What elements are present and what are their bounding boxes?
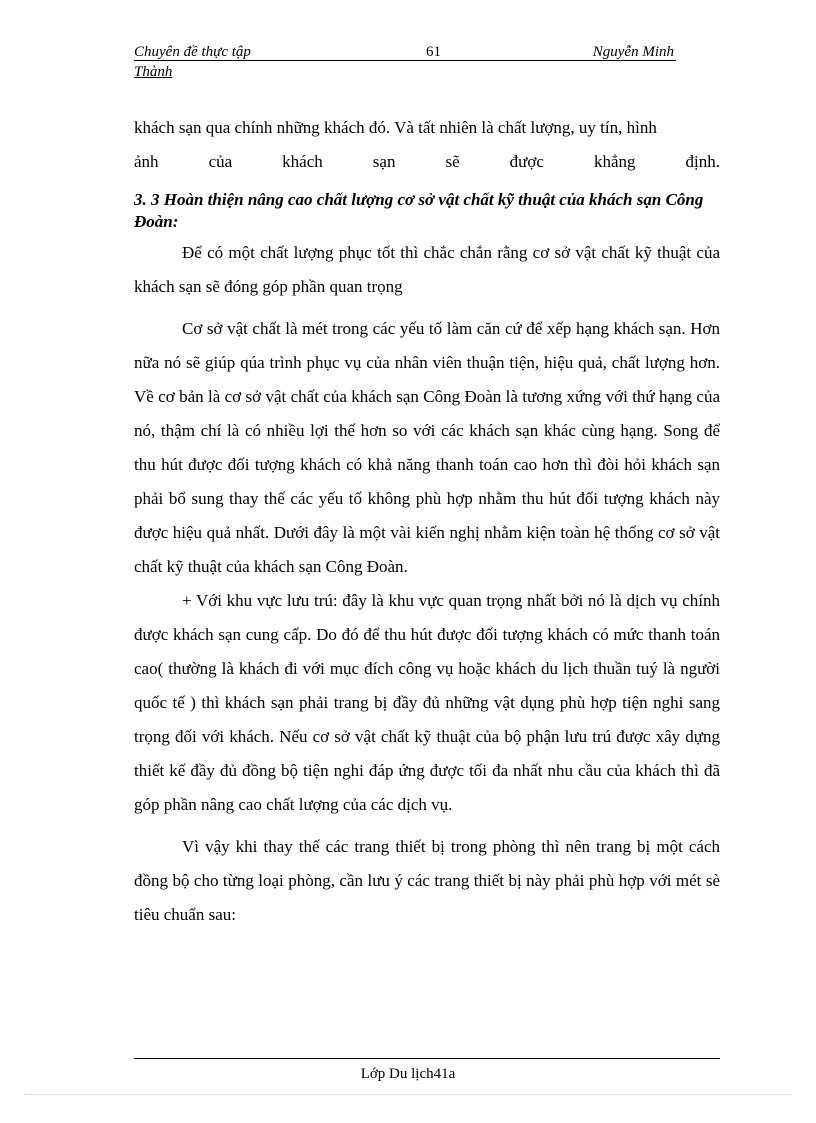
page-number: 61 xyxy=(426,44,441,60)
paragraph: Để có một chất lượng phục tốt thì chắc chắn rằng cơ sở vật chất kỹ thuật của khách sạn sẽ đóng góp phần quan trọng xyxy=(134,243,720,296)
header-author: Nguyễn Minh xyxy=(592,44,674,60)
paragraph-continued-end: ảnh của khách sạn sẽ được khẳng định. xyxy=(134,152,720,171)
paragraph: Vì vậy khi thay thế các trang thiết bị trong phòng thì nên trang bị một cách đồng bộ cho từng loại phòng, cần lưu ý các trang thiết bị này phải phù hợp với mét sè tiêu chuẩn sau: xyxy=(134,837,720,924)
header-document-type: Chuyên đề thực tập xyxy=(134,44,251,60)
paragraph: Cơ sở vật chất là mét trong các yếu tố làm căn cứ để xếp hạng khách sạn. Hơn nữa nó sẽ giúp qúa trình phục vụ của nhân viên thuận tiện, hiệu quả, chất lượng hơn. Về cơ bản là cơ sở vật chất của khách sạn Công Đoàn là tương xứng với thứ hạng của nó, thậm chí là có nhiều lợi thế hơn so với các khách sạn khác cùng hạng. Song để thu hút được đối tượng khách có khả năng thanh toán cao hơn thì đòi hỏi khách sạn phải bổ sung thay thế các yếu tố không phù hợp nhằm thu hút đối tượng khách này được hiệu quả nhất. Dưới đây là một vài kiến nghị nhằm kiện toàn hệ thống cơ sở vật chất kỹ thuật của khách sạn Công Đoàn. xyxy=(134,319,720,576)
paragraph-continued: khách sạn qua chính những khách đó. Và tất nhiên là chất lượng, uy tín, hình xyxy=(134,118,657,137)
page-footer: Lớp Du lịch41a xyxy=(360,1066,456,1082)
footer-divider xyxy=(134,1058,720,1059)
page-header xyxy=(134,44,676,61)
paragraph: + Với khu vực lưu trú: đây là khu vực quan trọng nhất bởi nó là dịch vụ chính được khách sạn cung cấp. Do đó để thu hút được đối tượng khách có mức thanh toán cao( thường là khách đi với mục đích công vụ hoặc khách du lịch thuần tuý là người quốc tế ) thì khách sạn phải trang bị đầy đủ những vật dụng phù hợp tiện nghi sang trọng đối với khách. Nếu cơ sở vật chất kỹ thuật của bộ phận lưu trú được xây dựng thiết kế đầy đủ đồng bộ tiện nghi đáp ứng được tối đa nhất nhu cầu của khách thì đã góp phần nâng cao chất lượng của các dịch vụ. xyxy=(134,591,720,814)
page-body xyxy=(134,111,720,932)
page-edge-divider xyxy=(24,1094,792,1095)
header-author-continuation: Thành xyxy=(134,64,173,80)
section-heading: 3. 3 Hoàn thiện nâng cao chất lượng cơ sở vật chất kỹ thuật của khách sạn Công Đoàn: xyxy=(134,190,704,231)
